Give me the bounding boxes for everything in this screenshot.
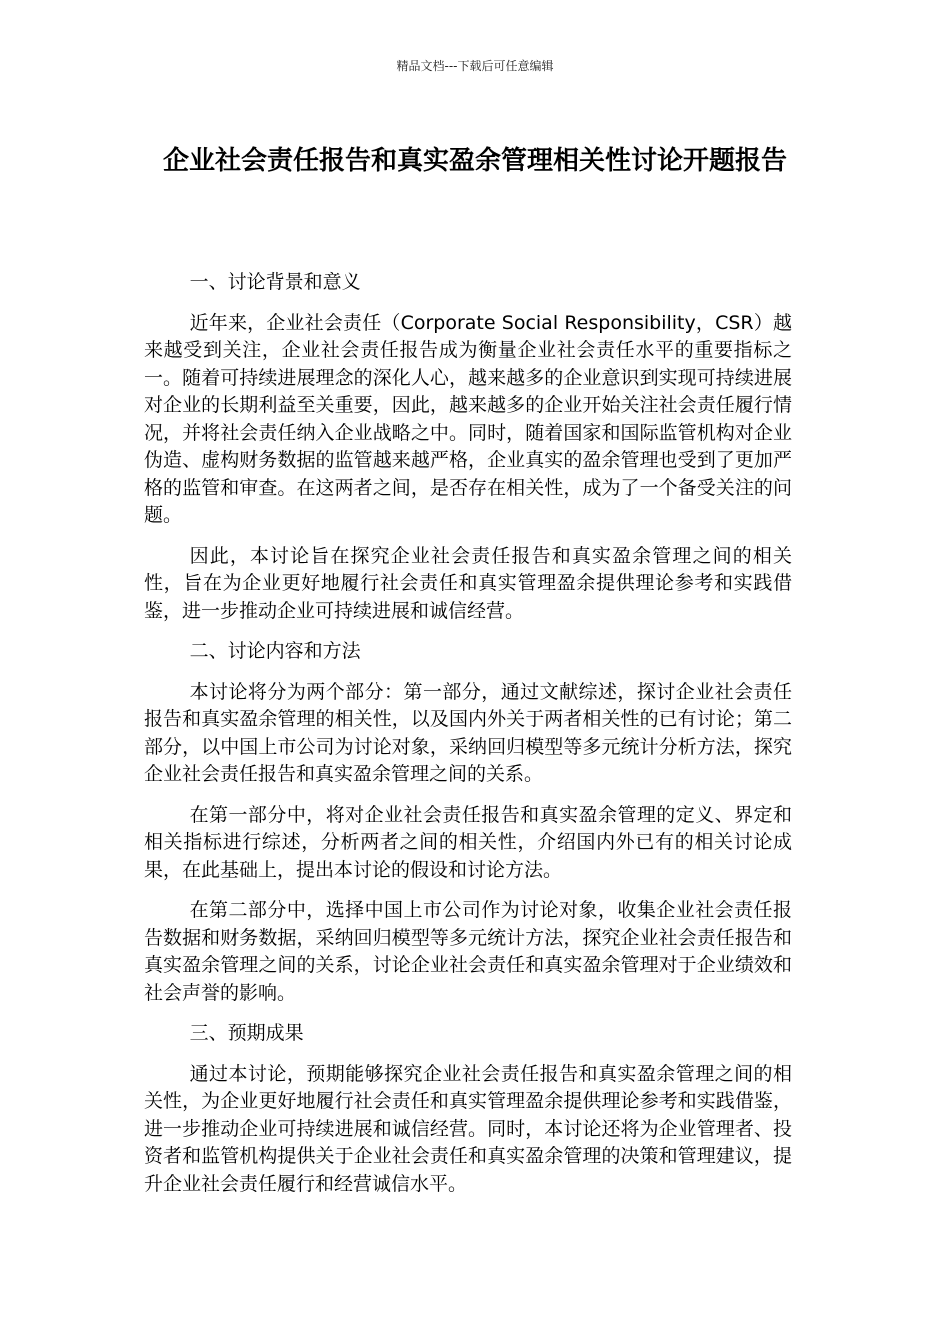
paragraph: 近年来，企业社会责任（Corporate Social Responsibility，CSR）越来越受到关注，企业社会责任报告成为衡量企业社会责任水平的重要指标之一。随着可持续进展理念的深化人心，越来越多的企业意识到实现可持续进展对企业的长期利益至关重要，因此，越来越多的企业开始关注社会责任履行情况，并将社会责任纳入企业战略之中。同时，随着国家和国际监管机构对企业伪造、虚构财务数据的监管越来越严格，企业真实的盈余管理也受到了更加严格的监管和审查。在这两者之间，是否存在相关性，成为了一个备受关注的问题。 — [144, 311, 792, 526]
paragraph: 通过本讨论，预期能够探究企业社会责任报告和真实盈余管理之间的相关性，为企业更好地履行社会责任和真实管理盈余提供理论参考和实践借鉴，进一步推动企业可持续进展和诚信经营。同时，本讨论还将为企业管理者、投资者和监管机构提供关于企业社会责任和真实盈余管理的决策和管理建议，提升企业社会责任履行和经营诚信水平。 — [144, 1062, 792, 1195]
header-note: 精品文档---下载后可任意编辑 — [396, 59, 554, 73]
document-title: 企业社会责任报告和真实盈余管理相关性讨论开题报告 — [162, 146, 787, 176]
paragraph: 因此，本讨论旨在探究企业社会责任报告和真实盈余管理之间的相关性，旨在为企业更好地履行社会责任和真实管理盈余提供理论参考和实践借鉴，进一步推动企业可持续进展和诚信经营。 — [144, 544, 792, 622]
section-heading-content-methods: 二、讨论内容和方法 — [189, 640, 361, 662]
paragraph: 在第二部分中，选择中国上市公司作为讨论对象，收集企业社会责任报告数据和财务数据，采纳回归模型等多元统计方法，探究企业社会责任报告和真实盈余管理之间的关系，讨论企业社会责任和真实盈余管理对于企业绩效和社会声誉的影响。 — [144, 899, 792, 1004]
document-body — [144, 269, 792, 1211]
paragraph: 本讨论将分为两个部分：第一部分，通过文献综述，探讨企业社会责任报告和真实盈余管理的相关性，以及国内外关于两者相关性的已有讨论；第二部分，以中国上市公司为讨论对象，采纳回归模型等多元统计分析方法，探究企业社会责任报告和真实盈余管理之间的关系。 — [144, 680, 792, 785]
section-heading-background: 一、讨论背景和意义 — [189, 271, 361, 293]
section-heading-expected-results: 三、预期成果 — [189, 1022, 304, 1044]
paragraph: 在第一部分中，将对企业社会责任报告和真实盈余管理的定义、界定和相关指标进行综述，分析两者之间的相关性，介绍国内外已有的相关讨论成果，在此基础上，提出本讨论的假设和讨论方法。 — [144, 803, 792, 881]
